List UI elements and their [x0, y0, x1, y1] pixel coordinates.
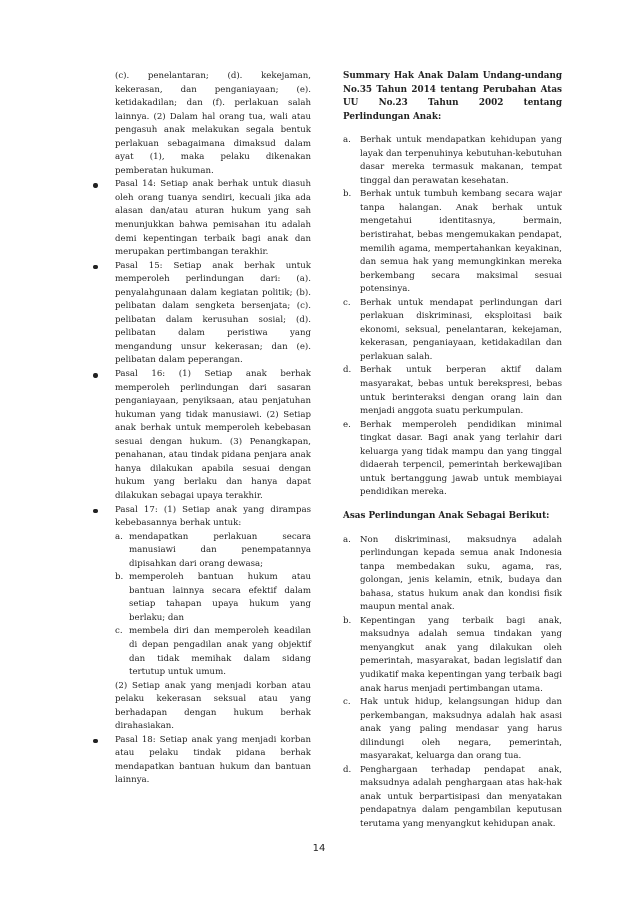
list-item — [343, 188, 562, 296]
rights-list — [343, 134, 562, 500]
list-text: memperoleh bantuan hukum atau bantuan lainnya secara efektif dalam setiap tahapan upaya hukum yang berlaku; dan — [129, 572, 311, 623]
pasal-14: Pasal 14: Setiap anak berhak untuk diasuh oleh orang tuanya sendiri, kecuali jika ada alasan dan/atau aturan hukum yang sah menunjukkan bahwa pemisahan itu adalah demi kepentingan terbaik bagi anak dan merupakan pertimbangan terakhir. — [93, 178, 311, 259]
left-column — [93, 70, 311, 788]
list-label: d. — [343, 365, 352, 376]
paragraph-continuation: (c). penelantaran; (d). kekejaman, kekerasan, dan penganiayaan; (e). ketidakadilan; dan (f). perlakuan salah lainnya. (2) Dalam hal orang tua, wali atau pengasuh anak melakukan segala bentuk perlakuan sebagaimana dimaksud dalam ayat (1), maka pelaku dikenakan pemberatan hukuman. — [115, 71, 311, 176]
list-label: c. — [343, 697, 351, 708]
list-item — [343, 696, 562, 764]
list-text: Non diskriminasi, maksudnya adalah perlindungan kepada semua anak Indonesia tanpa membedakan suku, agama, ras, golongan, jenis kelamin, etnik, budaya dan bahasa, status hukum anak dan kondisi fisik maupun mental anak. — [360, 534, 562, 613]
principles-list — [343, 534, 562, 832]
list-label: a. — [115, 531, 123, 542]
pasal-15: Pasal 15: Setiap anak berhak untuk memperoleh perlindungan dari: (a). penyalahgunaan dalam kegiatan politik; (b). pelibatan dalam sengketa bersenjata; (c). pelibatan dalam kerusuhan sosial; (d). pelibatan dalam peristiwa yang mengandung unsur kekerasan; dan (e). pelibatan dalam peperangan. — [93, 260, 311, 368]
list-item — [343, 297, 562, 365]
list-label: b. — [115, 572, 124, 583]
pasal-16: Pasal 16: (1) Setiap anak berhak memperoleh perlindungan dari sasaran penganiayaan, penyiksaan, atau penjatuhan hukuman yang tidak manusiawi. (2) Setiap anak berhak untuk memperoleh kebebasan sesuai dengan hukum. (3) Penangkapan, penahanan, atau tindak pidana penjara anak hanya dilakukan apabila sesuai dengan hukum yang berlaku dan hanya dapat dilakukan sebagai upaya terakhir. — [93, 368, 311, 503]
list-item — [115, 531, 311, 572]
list-label: c. — [115, 626, 123, 637]
pasal-17-list — [93, 531, 311, 680]
list-label: d. — [343, 764, 352, 775]
list-text: Berhak untuk berperan aktif dalam masyarakat, bebas untuk berekspresi, bebas untuk berinteraksi dengan orang lain dan menjadi anggota suatu perkumpulan. — [360, 365, 562, 417]
list-item — [115, 571, 311, 625]
list-label: c. — [343, 297, 351, 308]
list-item — [343, 534, 562, 615]
list-label: a. — [343, 135, 351, 146]
list-item — [343, 134, 562, 188]
list-label: a. — [343, 534, 351, 545]
right-column — [343, 70, 562, 832]
list-text: Hak untuk hidup, kelangsungan hidup dan perkembangan, maksudnya adalah hak asasi anak yang paling mendasar yang harus dilindungi oleh negara, pemerintah, masyarakat, keluarga dan orang tua. — [360, 697, 562, 762]
pasal-18: Pasal 18: Setiap anak yang menjadi korban atau pelaku tindak pidana berhak mendapatkan bantuan hukum dan bantuan lainnya. — [93, 734, 311, 788]
principles-heading: Asas Perlindungan Anak Sebagai Berikut: — [343, 510, 550, 521]
list-text: membela diri dan memperoleh keadilan di depan pengadilan anak yang objektif dan tidak memihak dalam sidang tertutup untuk umum. — [129, 626, 311, 678]
list-label: b. — [343, 615, 352, 626]
pasal-17-clause-2: (2) Setiap anak yang menjadi korban atau pelaku kekerasan seksual atau yang berhadapan dengan hukum berhak dirahasiakan. — [115, 680, 311, 732]
list-text: Kepentingan yang terbaik bagi anak, maksudnya adalah semua tindakan yang menyangkut anak yang dilakukan oleh pemerintah, masyarakat, badan legislatif dan yudikatif maka kepentingan yang terbaik bagi anak harus menjadi pertimbangan utama. — [360, 615, 562, 694]
list-label: b. — [343, 189, 352, 200]
list-item — [343, 615, 562, 696]
list-text: Berhak untuk mendapatkan kehidupan yang layak dan terpenuhinya kebutuhan-kebutuhan dasar mereka termasuk makanan, tempat tinggal dan perawatan kesehatan. — [360, 135, 562, 186]
pasal-17-intro: Pasal 17: (1) Setiap anak yang dirampas kebebasannya berhak untuk: — [93, 504, 311, 531]
page-number: 14 — [312, 843, 326, 854]
list-item — [343, 764, 562, 832]
list-item — [343, 419, 562, 500]
summary-heading: Summary Hak Anak Dalam Undang-undang No.35 Tahun 2014 tentang Perubahan Atas UU No.23 Tahun 2002 tentang Perlindungan Anak: — [343, 71, 562, 122]
pasal-17 — [93, 504, 311, 734]
list-text: Berhak memperoleh pendidikan minimal tingkat dasar. Bagi anak yang terlahir dari keluarga yang tidak mampu dan yang tinggal didaerah terpencil, pemerintah berkewajiban untuk bertanggung jawab untuk membiayai pendidikan mereka. — [360, 419, 562, 498]
list-item — [343, 364, 562, 418]
list-text: Penghargaan terhadap pendapat anak, maksudnya adalah penghargaan atas hak-hak anak untuk berpartisipasi dan menyatakan pendapatnya dalam pengambilan keputusan terutama yang menyangkut kehidupan anak. — [360, 764, 562, 829]
list-text: Berhak untuk tumbuh kembang secara wajar tanpa halangan. Anak berhak untuk mengetahui identitasnya, bermain, beristirahat, bebas mengemukakan pendapat, memilih agama, mempertahankan keyakinan, dan semua hak yang memungkinkan mereka berkembang secara maksimal sesuai potensinya. — [360, 189, 562, 295]
list-label: e. — [343, 419, 351, 430]
list-text: Berhak untuk mendapat perlindungan dari perlakuan diskriminasi, eksploitasi baik ekonomi, seksual, penelantaran, kekejaman, kekerasan, penganiayaan, ketidakadilan dan perlakuan salah. — [360, 297, 562, 362]
list-text: mendapatkan perlakuan secara manusiawi dan penempatannya dipisahkan dari orang dewasa; — [129, 531, 311, 569]
list-item — [115, 625, 311, 679]
